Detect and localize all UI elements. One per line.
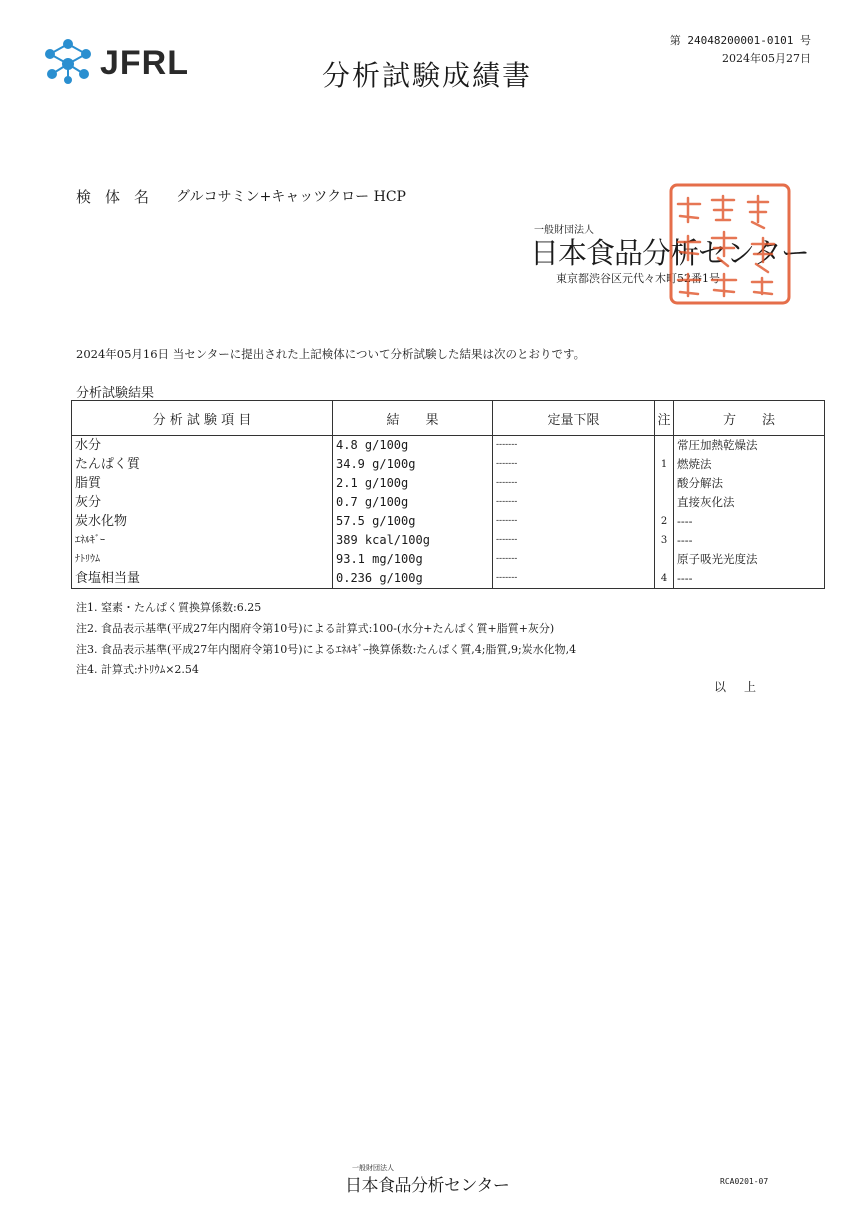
row-item: 灰分 <box>72 493 333 512</box>
row-item: 水分 <box>72 436 333 456</box>
header-result: 結 果 <box>333 401 493 436</box>
closing-mark: 以上 <box>714 680 775 694</box>
issuer-prefix: 一般財団法人 <box>534 225 594 236</box>
row-note: 3 <box>655 531 674 550</box>
header-loq: 定量下限 <box>493 401 655 436</box>
row-loq: ------- <box>493 455 655 474</box>
row-note: 2 <box>655 512 674 531</box>
table-row <box>72 436 825 456</box>
row-loq: ------- <box>493 474 655 493</box>
statement-text: 2024年05月16日 当センターに提出された上記検体について分析試験した結果は次のとおりです。 <box>76 347 586 361</box>
row-loq: ------- <box>493 531 655 550</box>
row-method: 酸分解法 <box>674 474 825 493</box>
row-loq: ------- <box>493 436 655 456</box>
specimen-name: グルコサミン+キャッツクロー HCP <box>176 189 406 205</box>
row-result: 0.236 g/100g <box>333 569 493 589</box>
row-loq: ------- <box>493 569 655 589</box>
row-method: 原子吸光光度法 <box>674 550 825 569</box>
row-note <box>655 493 674 512</box>
table-row <box>72 493 825 512</box>
row-method: 直接灰化法 <box>674 493 825 512</box>
row-method: ---- <box>674 512 825 531</box>
row-result: 0.7 g/100g <box>333 493 493 512</box>
note-1: 注1. 窒素・たんぱく質換算係数:6.25 <box>76 601 262 614</box>
row-item: ｴﾈﾙｷﾞｰ <box>72 531 333 550</box>
issuer-address: 東京都渋谷区元代々木町52番1号 <box>556 272 720 285</box>
header-method: 方 法 <box>674 401 825 436</box>
note-2: 注2. 食品表示基準(平成27年内閣府令第10号)による計算式:100-(水分+たんぱく質+脂質+灰分) <box>76 622 555 635</box>
row-result: 2.1 g/100g <box>333 474 493 493</box>
row-note <box>655 474 674 493</box>
logo-text: JFRL <box>100 44 189 82</box>
row-item: 食塩相当量 <box>72 569 333 589</box>
document-number: 第 24048200001-0101 号 <box>669 34 811 47</box>
row-item: 炭水化物 <box>72 512 333 531</box>
row-item: たんぱく質 <box>72 455 333 474</box>
row-loq: ------- <box>493 493 655 512</box>
row-note: 1 <box>655 455 674 474</box>
table-row <box>72 474 825 493</box>
table-row <box>72 512 825 531</box>
results-section-title: 分析試験結果 <box>76 386 155 401</box>
document-date: 2024年05月27日 <box>722 52 811 65</box>
table-row <box>72 455 825 474</box>
row-method: ---- <box>674 569 825 589</box>
note-3: 注3. 食品表示基準(平成27年内閣府令第10号)によるｴﾈﾙｷﾞｰ換算係数:たんぱく質,4;脂質,9;炭水化物,4 <box>76 643 577 656</box>
row-loq: ------- <box>493 512 655 531</box>
note-4: 注4. 計算式:ﾅﾄﾘｳﾑ×2.54 <box>76 663 199 676</box>
row-result: 57.5 g/100g <box>333 512 493 531</box>
row-method: 常圧加熱乾燥法 <box>674 436 825 456</box>
row-method: 燃焼法 <box>674 455 825 474</box>
row-note <box>655 436 674 456</box>
row-item: 脂質 <box>72 474 333 493</box>
document-title: 分析試験成績書 <box>322 59 533 92</box>
header-item: 分 析 試 験 項 目 <box>72 401 333 436</box>
row-result: 4.8 g/100g <box>333 436 493 456</box>
results-table <box>71 400 825 589</box>
table-row <box>72 550 825 569</box>
footer-org: 日本食品分析センター <box>345 1176 510 1196</box>
row-result: 34.9 g/100g <box>333 455 493 474</box>
row-method: ---- <box>674 531 825 550</box>
row-note: 4 <box>655 569 674 589</box>
table-row <box>72 531 825 550</box>
row-note <box>655 550 674 569</box>
table-header-row <box>72 401 825 436</box>
row-loq: ------- <box>493 550 655 569</box>
issuer-name: 日本食品分析センター <box>530 236 809 270</box>
row-item: ﾅﾄﾘｳﾑ <box>72 550 333 569</box>
specimen-label: 検体名 <box>76 188 164 206</box>
header-note: 注 <box>655 401 674 436</box>
row-result: 389 kcal/100g <box>333 531 493 550</box>
official-seal-stamp <box>668 182 792 306</box>
form-code: RCA0201-07 <box>720 1177 769 1186</box>
table-row <box>72 569 825 589</box>
footer-prefix: 一般財団法人 <box>352 1164 394 1172</box>
row-result: 93.1 mg/100g <box>333 550 493 569</box>
